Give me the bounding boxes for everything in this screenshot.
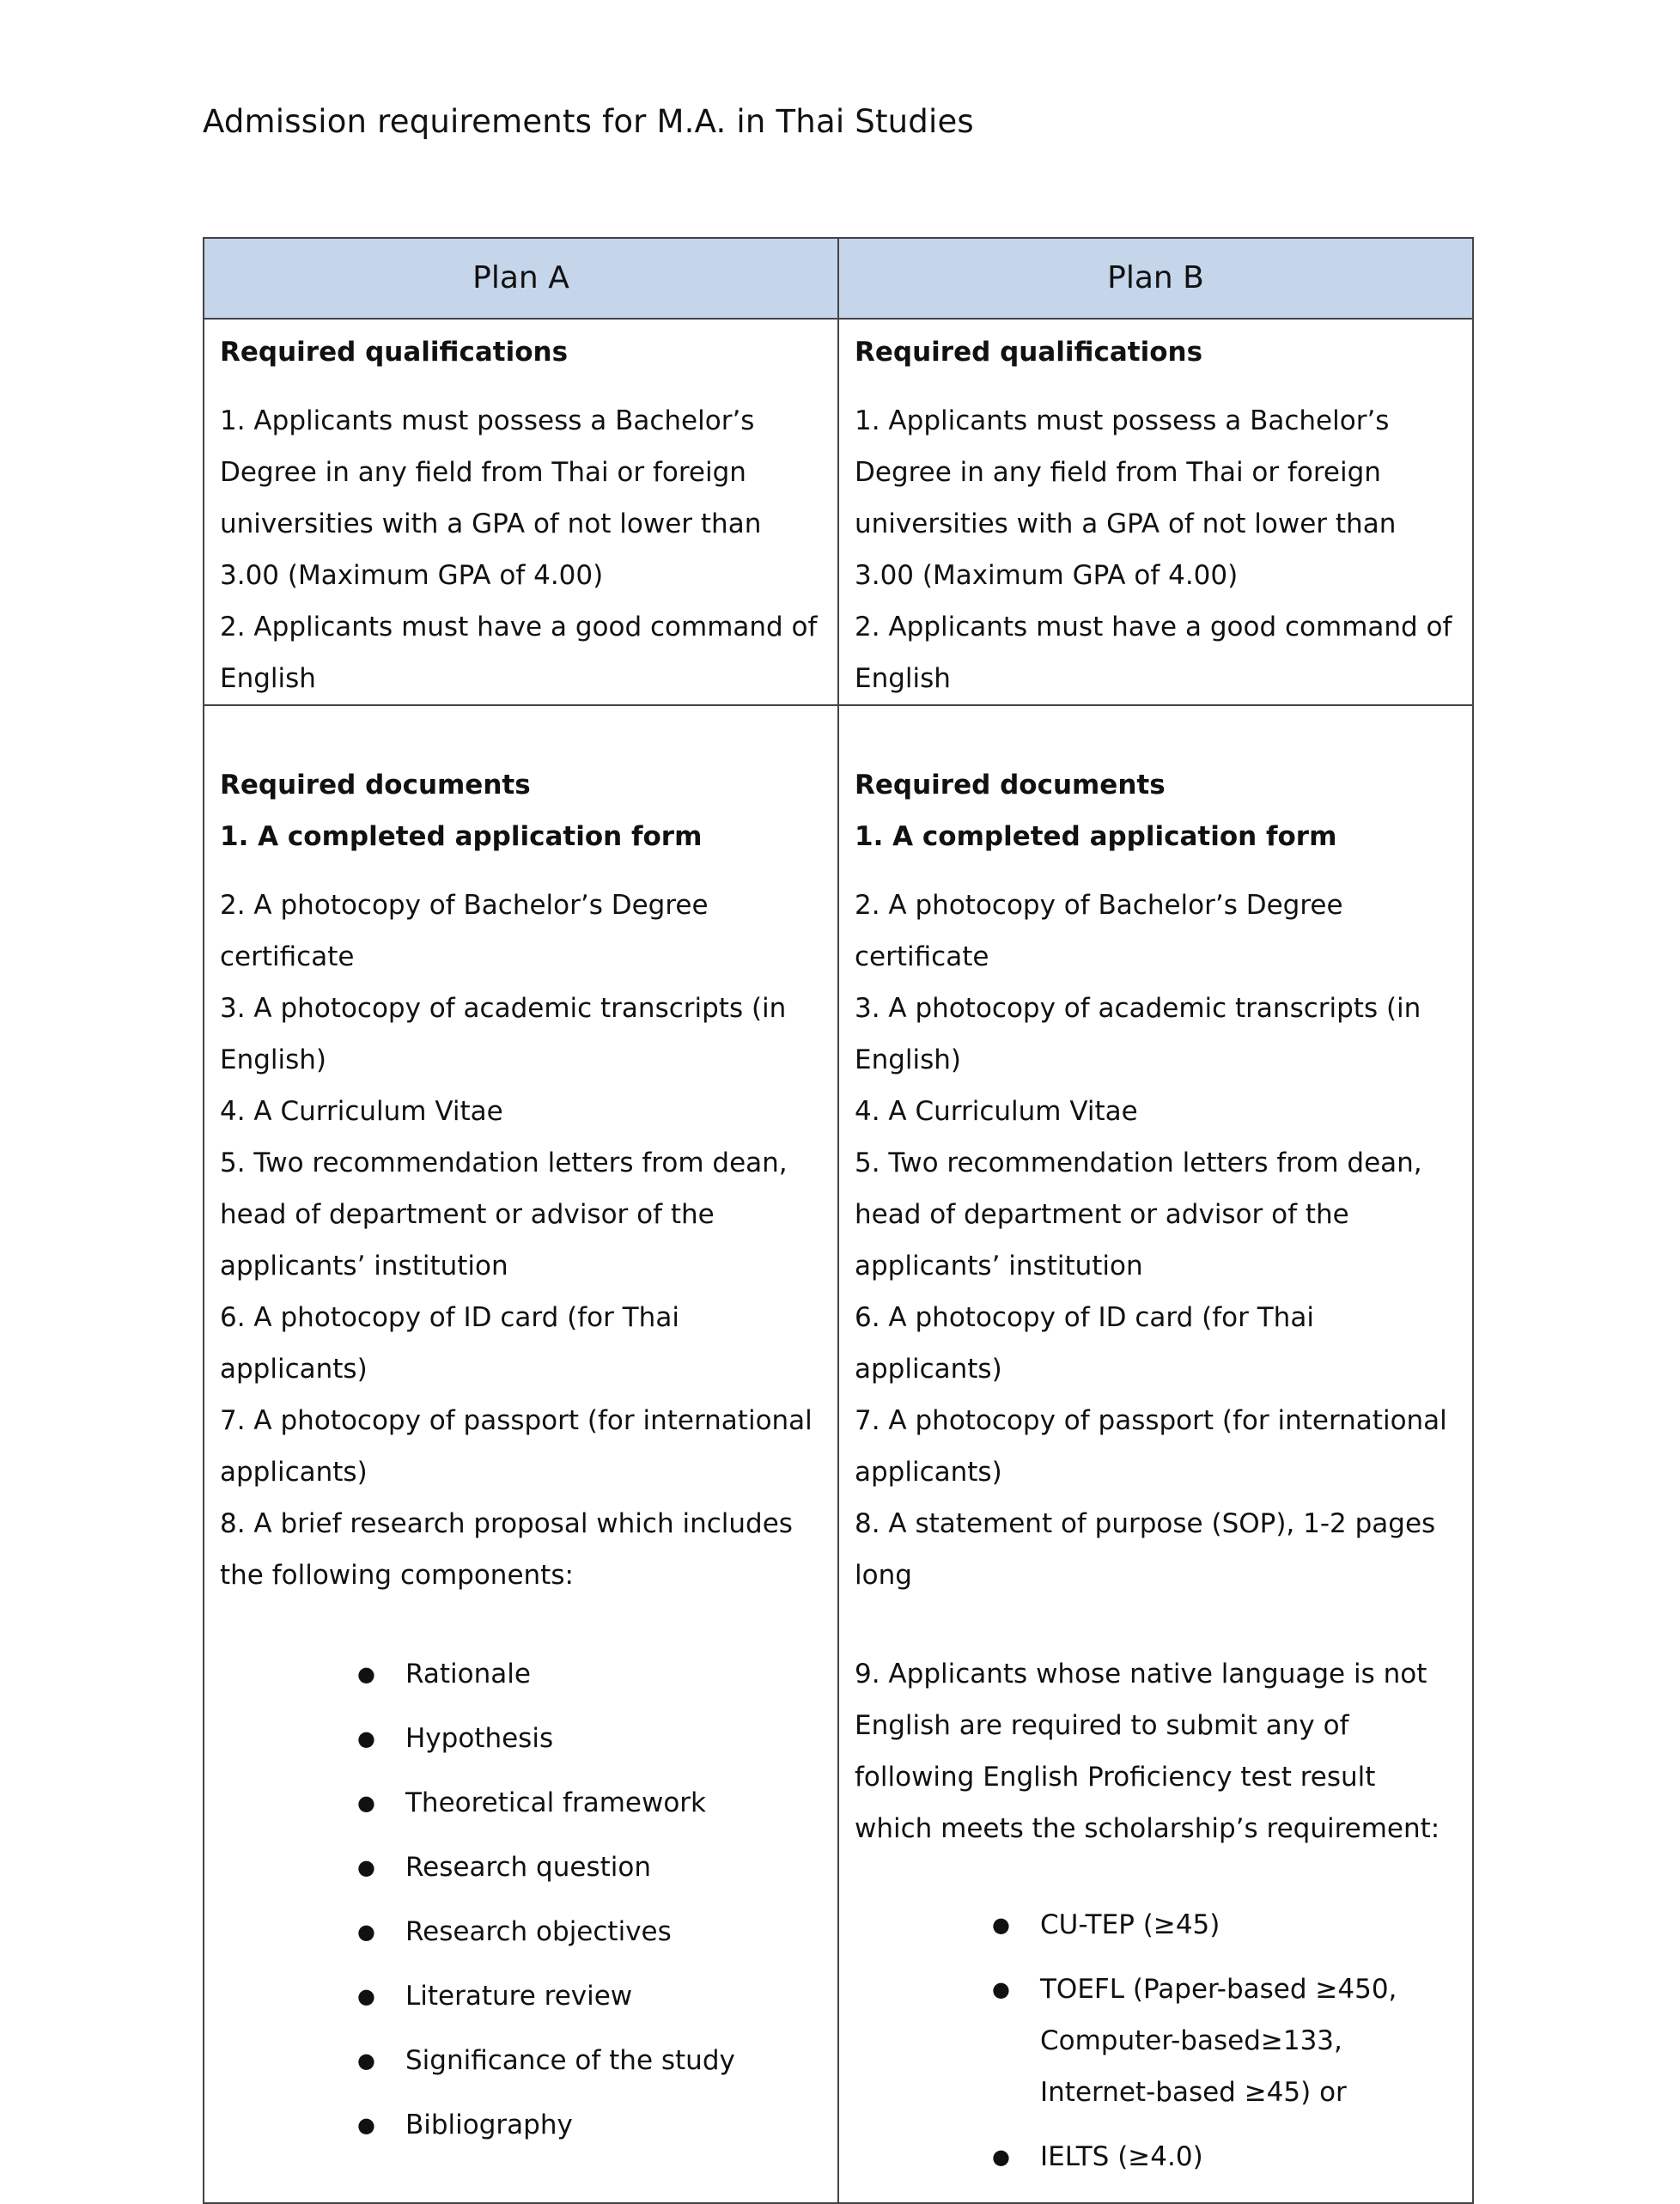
list-item-label: Significance of the study [405,2045,735,2076]
list-item-label: CU-TEP (≥45) [1040,1909,1220,1940]
qualifications-heading: Required qualifications [220,337,569,368]
english-requirement: 9. Applicants whose native language is not English are required to submit any of following English Proficiency test result which meets the scholarship’s requirement: [855,1659,1440,1844]
document-item: 8. A statement of purpose (SOP), 1-2 pages long [855,1508,1436,1591]
list-item-label: Research objectives [405,1916,672,1947]
list-item-label: Bibliography [405,2110,573,2140]
plan-b-header: Plan B [838,238,1473,319]
documents-heading: Required documents [220,770,531,801]
list-item [220,2035,822,2086]
document-item: 6. A photocopy of ID card (for Thai applicants) [855,1302,1314,1385]
proposal-components-list [220,1648,822,2151]
list-item [220,1906,822,1957]
list-item-label: Rationale [405,1659,531,1690]
bullet-icon: ● [357,2113,375,2137]
document-item: 2. A photocopy of Bachelor’s Degree certificate [855,890,1343,972]
list-item-label: Research question [405,1852,651,1883]
qualification-item: 2. Applicants must have a good command of English [855,612,1452,694]
list-item-label: Hypothesis [405,1723,554,1754]
list-item [220,2099,822,2151]
plan-b-documents-cell [838,705,1473,2203]
document-item: 3. A photocopy of academic transcripts (in English) [855,993,1421,1075]
bullet-icon: ● [357,1855,375,1879]
document-item-first: 1. A completed application form [855,821,1337,852]
list-item [220,1713,822,1764]
plan-a-header: Plan A [204,238,838,319]
list-item [220,1777,822,1829]
english-tests-list-wrap [855,1899,1457,2183]
list-item [220,1970,822,2022]
english-tests-list [855,1899,1457,2183]
document-item: 7. A photocopy of passport (for international applicants) [855,1405,1447,1488]
qualification-item: 2. Applicants must have a good command of English [220,612,818,694]
bullet-icon: ● [357,1662,375,1686]
page-title: Admission requirements for M.A. in Thai Studies [203,103,974,140]
list-item-label: Literature review [405,1981,633,2012]
list-item-label: TOEFL (Paper-based ≥450, Computer-based≥133, Internet-based ≥45) or [1040,1974,1397,2108]
plan-a-qualifications-cell [204,319,838,705]
plan-b-qualifications-cell [838,319,1473,705]
bullet-icon: ● [357,1726,375,1750]
bullet-icon: ● [992,1913,1010,1937]
document-item-first: 1. A completed application form [220,821,703,852]
list-item [855,1899,1457,1951]
document-item: 8. A brief research proposal which includes the following components: [220,1508,793,1591]
list-item-label: Theoretical framework [405,1787,706,1818]
bullet-icon: ● [357,1920,375,1944]
list-item [220,1842,822,1893]
documents-row [204,705,1473,2203]
list-item [855,2131,1457,2183]
plan-a-documents-cell [204,705,838,2203]
list-item [220,1648,822,1700]
table-header-row [204,238,1473,319]
qualifications-heading: Required qualifications [855,337,1203,368]
bullet-icon: ● [357,1791,375,1815]
qualification-item: 1. Applicants must possess a Bachelor’s Degree in any field from Thai or foreign universities with a GPA of not lower than 3.00 (Maximum GPA of 4.00) [220,405,762,591]
document-item: 5. Two recommendation letters from dean, head of department or advisor of the applicants’ institution [220,1148,788,1282]
list-item [855,1964,1457,2118]
requirements-table [203,237,1474,2204]
documents-heading: Required documents [855,770,1166,801]
bullet-icon: ● [357,1984,375,2008]
document-item: 7. A photocopy of passport (for international applicants) [220,1405,813,1488]
proposal-components-list-wrap [220,1648,822,2151]
document-item: 4. A Curriculum Vitae [220,1096,503,1127]
document-item: 5. Two recommendation letters from dean, head of department or advisor of the applicants’ institution [855,1148,1422,1282]
bullet-icon: ● [992,2145,1010,2169]
bullet-icon: ● [992,1977,1010,2001]
qualification-item: 1. Applicants must possess a Bachelor’s Degree in any field from Thai or foreign universities with a GPA of not lower than 3.00 (Maximum GPA of 4.00) [855,405,1397,591]
document-item: 4. A Curriculum Vitae [855,1096,1138,1127]
qualifications-row [204,319,1473,705]
document-item: 2. A photocopy of Bachelor’s Degree certificate [220,890,709,972]
bullet-icon: ● [357,2049,375,2073]
list-item-label: IELTS (≥4.0) [1040,2141,1203,2172]
document-item: 6. A photocopy of ID card (for Thai applicants) [220,1302,679,1385]
document-item: 3. A photocopy of academic transcripts (in English) [220,993,787,1075]
